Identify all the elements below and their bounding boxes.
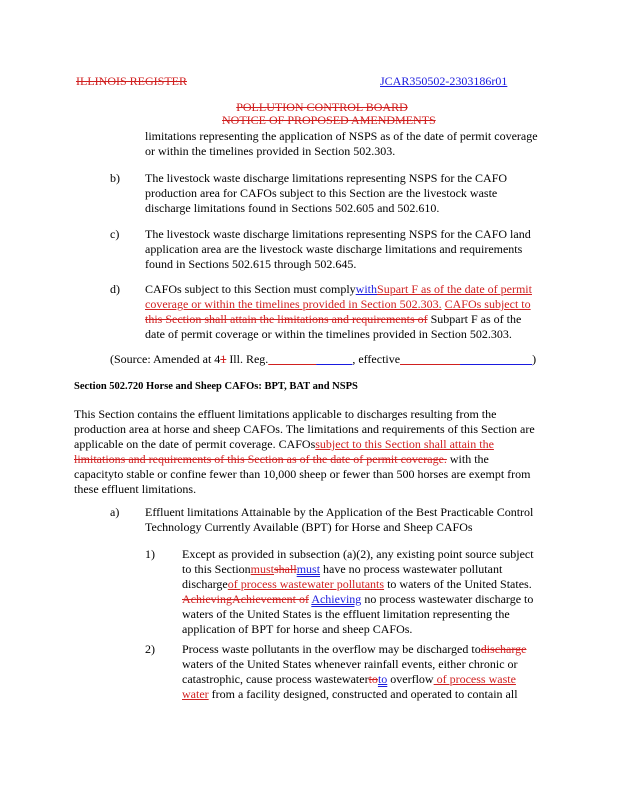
section-p6: these effluent limitations. [74, 482, 197, 496]
item-d-l3-del: this Section shall attain the limitations and requirements of [145, 312, 428, 326]
board-line1: POLLUTION CONTROL BOARD [236, 100, 408, 114]
item-b-text [145, 171, 507, 216]
sub1-l2-del2: shall [274, 562, 297, 576]
source-mid: Ill. Reg. [226, 352, 269, 366]
section-p4a: with the [446, 452, 489, 466]
intro-line1: limitations representing the application of NSPS as of the date of permit coverage [145, 129, 538, 143]
sub2-l3b: overflow [387, 672, 434, 686]
item-a-text [145, 505, 533, 535]
item-d-l1-ins: with [355, 282, 378, 296]
sub2-text [182, 642, 526, 702]
item-c-line1: The livestock waste discharge limitations representing NSPS for the CAFO land [145, 227, 531, 241]
sub2-label: 2) [145, 642, 155, 656]
sub1-l4 [182, 592, 534, 607]
item-d-line2 [145, 297, 532, 312]
item-d-label: d) [110, 282, 120, 296]
item-d-l3a: Subpart F as of the [430, 312, 522, 326]
sub2-l4 [182, 687, 526, 702]
sub1-l2 [182, 562, 534, 577]
item-c-text [145, 227, 531, 272]
sub1-l4-del2: Achievement of [232, 592, 309, 606]
sub2-l2: waters of the United States whenever rainfall events, either chronic or [182, 657, 518, 671]
section-heading: Section 502.720 Horse and Sheep CAFOs: BPT, BAT and NSPS [74, 381, 358, 392]
source-prefix: (Source: Amended at 4 [110, 352, 221, 366]
sub2-l4-del: water [182, 687, 209, 701]
item-a-label: a) [110, 505, 120, 519]
sub1-l3 [182, 577, 534, 592]
sub2-l3a: catastrophic, cause process wastewater [182, 672, 369, 686]
item-d-line4: date of permit coverage or within the timelines provided in Section 502.303. [145, 327, 512, 341]
section-p5b: to stable or confine fewer than 10,000 sheep or fewer than 500 horses are exempt from [113, 467, 531, 481]
item-a-line2: Technology Currently Available (BPT) for Horse and Sheep CAFOs [145, 520, 473, 534]
sub1-l3b: to waters of the United States. [384, 577, 532, 591]
sub2-l1a: Process waste pollutants in the overflow may be discharged to [182, 642, 481, 656]
section-p2: production area at horse and sheep CAFOs. The limitations and requirements of this Section are [74, 422, 535, 436]
item-a-line1: Effluent limitations Attainable by the Application of the Best Practicable Control [145, 505, 534, 519]
section-p4 [74, 452, 535, 467]
source-blank2: __________ [400, 352, 461, 366]
intro-continuation [145, 129, 538, 159]
sub2-l4a: from a facility designed, constructed and operated to contain all [208, 687, 518, 701]
source-blank1b: ______ [316, 352, 353, 366]
item-d-l1a: CAFOs subject to this Section must comply [145, 282, 356, 296]
register-label: ILLINOIS REGISTER [76, 74, 187, 88]
sub1-text [182, 547, 534, 637]
sub1-l3a: discharge [182, 577, 228, 591]
item-b-line1: The livestock waste discharge limitations representing NSPS for the CAFO [145, 171, 508, 185]
sub1-l5: waters of the United States is the effluent limitation representing the [182, 607, 510, 621]
source-blank1: ________ [268, 352, 317, 366]
source-effective: , effective [352, 352, 401, 366]
intro-line2: or within the timelines provided in Section 502.303. [145, 144, 396, 158]
sub1-l4-del: Achieving [182, 592, 232, 606]
sub2-l1 [182, 642, 526, 657]
section-p5 [74, 467, 535, 482]
item-d-l1-del: Supart F as of the date of permit [377, 282, 532, 296]
sub1-label: 1) [145, 547, 155, 561]
sub1-l4b: no process wastewater discharge to [361, 592, 534, 606]
source-suffix: ) [532, 352, 537, 366]
item-b-line3: discharge limitations found in Sections 502.605 and 502.610. [145, 201, 440, 215]
item-c-line2: application area are the livestock waste discharge limitations and requirements [145, 242, 523, 256]
source-line [110, 352, 536, 367]
sub1-l2b: have no process wastewater pollutant [320, 562, 503, 576]
item-d-l2-del: coverage or within the timelines provided in Section 502.303. [145, 297, 442, 311]
board-title [222, 100, 436, 127]
item-c-line3: found in Sections 502.615 through 502.645. [145, 257, 357, 271]
sub1-l6: application of BPT for horse and sheep CAFOs. [182, 622, 413, 636]
sub1-l2-del1: must [250, 562, 275, 576]
item-d-line1 [145, 282, 532, 297]
sub1-l2a: to this Section [182, 562, 251, 576]
item-d-line3 [145, 312, 532, 327]
sub1-l3-del: of process wastewater pollutants [227, 577, 385, 591]
section-p5a: capacity [74, 467, 114, 481]
item-b-line2: production area for CAFOs subject to this Section are the livestock waste [145, 186, 498, 200]
item-d-text [145, 282, 532, 342]
sub2-l3-del: to [368, 672, 378, 686]
section-body [74, 407, 535, 497]
jcar-code-text: JCAR350502-2303186r01 [380, 74, 508, 88]
sub1-l1: Except as provided in subsection (a)(2), any existing point source subject [182, 547, 534, 561]
section-p3-del: subject to this Section shall attain the [315, 437, 494, 451]
item-b-label: b) [110, 171, 120, 185]
section-p1: This Section contains the effluent limitations applicable to discharges resulting from the [74, 407, 497, 421]
board-line2: NOTICE OF PROPOSED AMENDMENTS [222, 113, 436, 127]
section-p3a: applicable on the date of permit coverage. CAFOs [74, 437, 316, 451]
item-c-label: c) [110, 227, 120, 241]
sub1-l4-ins: Achieving [311, 592, 362, 606]
source-blank2b: ____________ [460, 352, 533, 366]
jcar-code [380, 74, 507, 89]
sub2-l1-del: discharge [480, 642, 527, 656]
section-p3 [74, 437, 535, 452]
sub2-l3-del2: of process waste [433, 672, 516, 686]
sub1-l2-ins: must [296, 562, 321, 576]
sub2-l3-ins: to [377, 672, 388, 686]
section-p4-del: limitations and requirements of this Section as of the date of permit coverage. [74, 452, 447, 466]
sub2-l3 [182, 672, 526, 687]
source-ins: 1 [220, 352, 227, 366]
item-d-l2-ins: CAFOs subject to [444, 297, 531, 311]
